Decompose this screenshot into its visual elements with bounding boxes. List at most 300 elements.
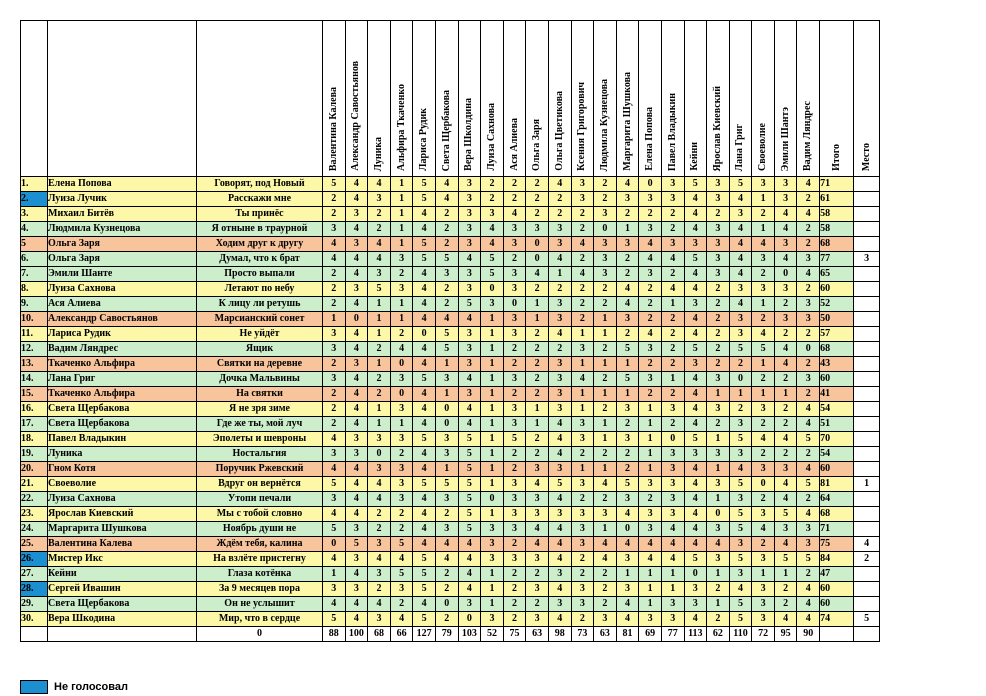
score-cell: 3 (458, 222, 481, 237)
score-cell: 3 (616, 237, 639, 252)
score-cell: 4 (774, 612, 797, 627)
row-number: 1. (21, 177, 48, 192)
score-cell: 2 (707, 312, 730, 327)
score-cell: 3 (616, 402, 639, 417)
table-row (21, 372, 880, 387)
score-cell: 2 (548, 192, 571, 207)
poem-title: Дочка Мальвины (197, 372, 323, 387)
score-cell: 3 (571, 192, 594, 207)
score-cell: 1 (639, 432, 662, 447)
score-cell: 1 (390, 417, 413, 432)
score-cell: 1 (481, 582, 504, 597)
author-name: Луника (48, 447, 197, 462)
score-cell: 0 (390, 387, 413, 402)
header-voter-label: Елена Попова (644, 107, 656, 171)
place-cell (854, 237, 880, 252)
place-cell: 5 (854, 612, 880, 627)
table-row (21, 417, 880, 432)
score-cell: 2 (503, 462, 526, 477)
header-voter (323, 21, 346, 177)
score-cell: 2 (323, 207, 346, 222)
score-cell: 1 (639, 597, 662, 612)
score-cell: 1 (481, 357, 504, 372)
score-cell: 5 (729, 342, 752, 357)
score-cell: 5 (729, 597, 752, 612)
score-cell: 3 (458, 282, 481, 297)
score-cell: 3 (368, 567, 391, 582)
score-cell: 3 (752, 402, 775, 417)
score-cell: 1 (616, 357, 639, 372)
score-cell: 5 (413, 237, 436, 252)
header-voter (571, 21, 594, 177)
score-cell: 5 (323, 522, 346, 537)
score-cell: 3 (729, 417, 752, 432)
score-cell: 4 (413, 447, 436, 462)
score-cell: 3 (661, 447, 684, 462)
legend (20, 678, 128, 692)
score-cell: 4 (413, 312, 436, 327)
score-cell: 3 (390, 462, 413, 477)
score-cell: 4 (661, 282, 684, 297)
score-cell: 1 (571, 357, 594, 372)
score-cell: 1 (729, 387, 752, 402)
score-cell: 3 (548, 357, 571, 372)
sum-cell: 98 (548, 627, 571, 642)
score-cell: 3 (368, 462, 391, 477)
score-cell: 1 (481, 372, 504, 387)
place-cell (854, 447, 880, 462)
score-cell: 1 (707, 567, 730, 582)
score-cell: 5 (390, 567, 413, 582)
place-cell (854, 177, 880, 192)
table-row (21, 552, 880, 567)
score-cell: 1 (435, 357, 458, 372)
score-cell: 2 (752, 537, 775, 552)
score-cell: 1 (594, 327, 617, 342)
score-cell: 5 (413, 432, 436, 447)
score-cell: 3 (323, 222, 346, 237)
score-cell: 4 (797, 177, 820, 192)
header-voter-label: Ольга Заря (531, 119, 543, 171)
score-cell: 4 (413, 282, 436, 297)
author-name: Александр Савостьянов (48, 312, 197, 327)
score-cell: 1 (390, 222, 413, 237)
author-name: Луиза Лучик (48, 192, 197, 207)
sums-blank (21, 627, 48, 642)
score-cell: 0 (345, 312, 368, 327)
score-cell: 4 (684, 537, 707, 552)
place-cell (854, 297, 880, 312)
total-cell: 60 (820, 282, 854, 297)
score-cell: 2 (435, 567, 458, 582)
score-cell: 3 (390, 372, 413, 387)
score-cell: 4 (684, 372, 707, 387)
score-cell: 2 (571, 612, 594, 627)
total-cell: 43 (820, 357, 854, 372)
poem-title: Мир, что в сердце (197, 612, 323, 627)
score-cell: 2 (774, 582, 797, 597)
score-cell: 5 (413, 192, 436, 207)
table-row (21, 447, 880, 462)
score-cell: 4 (323, 237, 346, 252)
score-cell: 2 (639, 492, 662, 507)
score-cell: 3 (390, 402, 413, 417)
score-cell: 0 (707, 507, 730, 522)
total-cell: 81 (820, 477, 854, 492)
poem-title: Он не услышит (197, 597, 323, 612)
score-cell: 5 (458, 297, 481, 312)
score-cell: 2 (707, 327, 730, 342)
row-number: 13. (21, 357, 48, 372)
score-cell: 4 (752, 432, 775, 447)
score-cell: 4 (345, 297, 368, 312)
score-cell: 3 (774, 192, 797, 207)
score-cell: 5 (458, 492, 481, 507)
score-cell: 2 (526, 597, 549, 612)
header-voter-label: Александр Савостьянов (350, 61, 362, 171)
row-number: 18. (21, 432, 48, 447)
row-number: 10. (21, 312, 48, 327)
score-cell: 4 (548, 552, 571, 567)
score-cell: 4 (458, 552, 481, 567)
score-cell: 5 (481, 267, 504, 282)
score-cell: 4 (548, 612, 571, 627)
score-cell: 2 (797, 192, 820, 207)
score-cell: 3 (390, 582, 413, 597)
score-cell: 2 (526, 567, 549, 582)
score-cell: 2 (526, 342, 549, 357)
author-name: Мистер Икс (48, 552, 197, 567)
header-voter-label: Луиза Сахнова (485, 103, 497, 171)
score-cell: 3 (729, 447, 752, 462)
header-voter-label: Вера Школдина (463, 98, 475, 171)
table-row (21, 567, 880, 582)
header-voter-label: Вадим Ляндрес (802, 100, 814, 171)
score-cell: 3 (797, 252, 820, 267)
score-cell: 5 (481, 252, 504, 267)
score-cell: 2 (616, 327, 639, 342)
score-cell: 4 (774, 477, 797, 492)
score-cell: 1 (594, 522, 617, 537)
score-cell: 2 (548, 342, 571, 357)
author-name: Елена Попова (48, 177, 197, 192)
sum-cell: 63 (594, 627, 617, 642)
score-cell: 1 (481, 342, 504, 357)
score-cell: 4 (413, 507, 436, 522)
score-cell: 4 (323, 252, 346, 267)
score-cell: 3 (774, 282, 797, 297)
table-row (21, 312, 880, 327)
header-voter (594, 21, 617, 177)
score-cell: 3 (345, 522, 368, 537)
score-cell: 3 (684, 597, 707, 612)
score-cell: 1 (639, 582, 662, 597)
score-cell: 2 (594, 372, 617, 387)
row-number: 16. (21, 402, 48, 417)
score-cell: 4 (684, 612, 707, 627)
poem-title: Не уйдёт (197, 327, 323, 342)
score-cell: 3 (323, 582, 346, 597)
score-cell: 3 (684, 237, 707, 252)
poem-title: Говорят, под Новый (197, 177, 323, 192)
score-cell: 1 (616, 387, 639, 402)
author-name: Валентина Калева (48, 537, 197, 552)
header-voter (797, 21, 820, 177)
total-cell: 60 (820, 582, 854, 597)
score-cell: 4 (458, 537, 481, 552)
score-cell: 1 (752, 357, 775, 372)
score-cell: 0 (435, 402, 458, 417)
score-cell: 0 (481, 492, 504, 507)
score-cell: 4 (684, 492, 707, 507)
score-cell: 3 (548, 507, 571, 522)
score-cell: 3 (481, 522, 504, 537)
score-cell: 2 (707, 417, 730, 432)
score-cell: 4 (616, 282, 639, 297)
score-cell: 1 (481, 477, 504, 492)
score-cell: 3 (661, 402, 684, 417)
table-row (21, 537, 880, 552)
score-cell: 1 (594, 417, 617, 432)
table-row (21, 357, 880, 372)
place-cell (854, 387, 880, 402)
poem-title: За 9 месяцев пора (197, 582, 323, 597)
score-cell: 0 (481, 282, 504, 297)
score-cell: 2 (323, 417, 346, 432)
score-cell: 1 (571, 402, 594, 417)
score-cell: 2 (774, 297, 797, 312)
header-place-label: Место (860, 142, 872, 171)
header-voter (684, 21, 707, 177)
poem-title: Думал, что к брат (197, 252, 323, 267)
header-voter (526, 21, 549, 177)
table-row (21, 522, 880, 537)
place-cell (854, 267, 880, 282)
score-cell: 3 (503, 492, 526, 507)
score-cell: 2 (503, 252, 526, 267)
score-cell: 4 (435, 312, 458, 327)
score-cell: 4 (413, 417, 436, 432)
table-row (21, 192, 880, 207)
score-cell: 5 (413, 372, 436, 387)
score-cell: 3 (707, 522, 730, 537)
score-cell: 4 (684, 312, 707, 327)
score-cell: 1 (571, 327, 594, 342)
table-row (21, 252, 880, 267)
score-cell: 1 (548, 267, 571, 282)
total-cell: 54 (820, 447, 854, 462)
sum-cell: 90 (797, 627, 820, 642)
score-cell: 2 (774, 372, 797, 387)
score-cell: 3 (661, 177, 684, 192)
score-cell: 5 (435, 252, 458, 267)
score-cell: 3 (707, 477, 730, 492)
score-cell: 2 (707, 357, 730, 372)
score-cell: 4 (458, 402, 481, 417)
score-cell: 3 (345, 432, 368, 447)
score-cell: 5 (729, 477, 752, 492)
score-cell: 3 (774, 522, 797, 537)
score-cell: 4 (481, 237, 504, 252)
score-cell: 1 (594, 357, 617, 372)
score-cell: 5 (345, 537, 368, 552)
place-cell (854, 312, 880, 327)
header-voter-label: Света Щербакова (440, 89, 452, 171)
score-cell: 4 (413, 222, 436, 237)
score-cell: 1 (526, 417, 549, 432)
score-cell: 3 (774, 237, 797, 252)
score-cell: 3 (752, 582, 775, 597)
table-row (21, 462, 880, 477)
score-cell: 1 (481, 327, 504, 342)
score-cell: 3 (481, 612, 504, 627)
author-name: Сергей Ивашин (48, 582, 197, 597)
header-title (197, 21, 323, 177)
score-cell: 2 (616, 462, 639, 477)
score-cell: 4 (548, 252, 571, 267)
place-cell (854, 492, 880, 507)
table-row (21, 387, 880, 402)
row-number: 21. (21, 477, 48, 492)
score-cell: 2 (797, 447, 820, 462)
table-row (21, 297, 880, 312)
score-cell: 3 (503, 327, 526, 342)
header-voter (413, 21, 436, 177)
score-cell: 3 (752, 462, 775, 477)
score-cell: 4 (548, 447, 571, 462)
score-cell: 0 (390, 357, 413, 372)
score-cell: 3 (571, 507, 594, 522)
score-cell: 4 (323, 432, 346, 447)
score-cell: 2 (503, 177, 526, 192)
score-cell: 5 (797, 432, 820, 447)
header-voter-label: Валентина Калева (327, 86, 339, 171)
score-cell: 3 (616, 552, 639, 567)
row-number: 14. (21, 372, 48, 387)
score-cell: 3 (797, 372, 820, 387)
score-cell: 3 (526, 612, 549, 627)
score-cell: 2 (390, 522, 413, 537)
score-cell: 1 (390, 192, 413, 207)
poem-title: Ты принёс (197, 207, 323, 222)
score-cell: 5 (435, 342, 458, 357)
score-cell: 4 (661, 552, 684, 567)
score-cell: 3 (548, 462, 571, 477)
header-voter (503, 21, 526, 177)
sum-cell: 62 (707, 627, 730, 642)
score-cell: 4 (345, 492, 368, 507)
score-cell: 2 (526, 177, 549, 192)
header-place (854, 21, 880, 177)
poem-title: Я отныне в траурной (197, 222, 323, 237)
score-cell: 5 (323, 477, 346, 492)
score-cell: 2 (323, 267, 346, 282)
score-cell: 4 (413, 357, 436, 372)
poem-title: Где же ты, мой луч (197, 417, 323, 432)
row-number: 24. (21, 522, 48, 537)
score-cell: 0 (684, 567, 707, 582)
score-cell: 2 (616, 207, 639, 222)
header-voter (639, 21, 662, 177)
sums-label: 0 (197, 627, 323, 642)
header-voter-label: Павел Владыкин (666, 92, 678, 171)
sum-cell: 79 (435, 627, 458, 642)
score-cell: 4 (684, 267, 707, 282)
score-cell: 3 (639, 267, 662, 282)
score-cell: 2 (774, 597, 797, 612)
score-cell: 3 (435, 432, 458, 447)
score-cell: 1 (368, 312, 391, 327)
score-cell: 3 (707, 237, 730, 252)
score-cell: 2 (661, 267, 684, 282)
score-cell: 2 (797, 567, 820, 582)
score-cell: 3 (548, 297, 571, 312)
score-cell: 4 (345, 417, 368, 432)
score-cell: 4 (548, 417, 571, 432)
score-cell: 1 (368, 417, 391, 432)
score-cell: 5 (435, 477, 458, 492)
score-cell: 5 (774, 552, 797, 567)
score-cell: 3 (390, 432, 413, 447)
table-row (21, 597, 880, 612)
score-cell: 3 (548, 237, 571, 252)
score-cell: 3 (548, 222, 571, 237)
score-cell: 4 (797, 597, 820, 612)
score-cell: 4 (661, 537, 684, 552)
score-cell: 3 (661, 462, 684, 477)
score-cell: 2 (368, 342, 391, 357)
poem-title: Святки на деревне (197, 357, 323, 372)
sum-cell: 63 (526, 627, 549, 642)
place-cell: 2 (854, 552, 880, 567)
score-cell: 4 (797, 612, 820, 627)
total-cell: 52 (820, 297, 854, 312)
score-cell: 1 (707, 432, 730, 447)
author-name: Света Щербакова (48, 597, 197, 612)
score-cell: 4 (774, 432, 797, 447)
score-cell: 1 (774, 387, 797, 402)
score-cell: 2 (323, 192, 346, 207)
score-cell: 2 (526, 192, 549, 207)
score-cell: 1 (774, 567, 797, 582)
score-cell: 0 (774, 267, 797, 282)
score-cell: 1 (639, 447, 662, 462)
place-cell (854, 282, 880, 297)
score-cell: 4 (774, 222, 797, 237)
poem-title: Ноябрь души не (197, 522, 323, 537)
score-cell: 5 (413, 567, 436, 582)
score-cell: 5 (413, 177, 436, 192)
score-cell: 3 (548, 312, 571, 327)
score-cell: 2 (661, 417, 684, 432)
row-number: 5 (21, 237, 48, 252)
score-cell: 3 (368, 267, 391, 282)
score-cell: 3 (616, 432, 639, 447)
sum-cell: 68 (368, 627, 391, 642)
score-cell: 4 (345, 612, 368, 627)
score-cell: 4 (729, 462, 752, 477)
author-name: Света Щербакова (48, 417, 197, 432)
score-cell: 3 (368, 432, 391, 447)
sums-blank (48, 627, 197, 642)
score-cell: 4 (435, 177, 458, 192)
score-cell: 3 (661, 192, 684, 207)
score-cell: 3 (503, 237, 526, 252)
score-cell: 2 (503, 582, 526, 597)
score-cell: 3 (435, 447, 458, 462)
score-cell: 5 (684, 552, 707, 567)
row-number: 22. (21, 492, 48, 507)
